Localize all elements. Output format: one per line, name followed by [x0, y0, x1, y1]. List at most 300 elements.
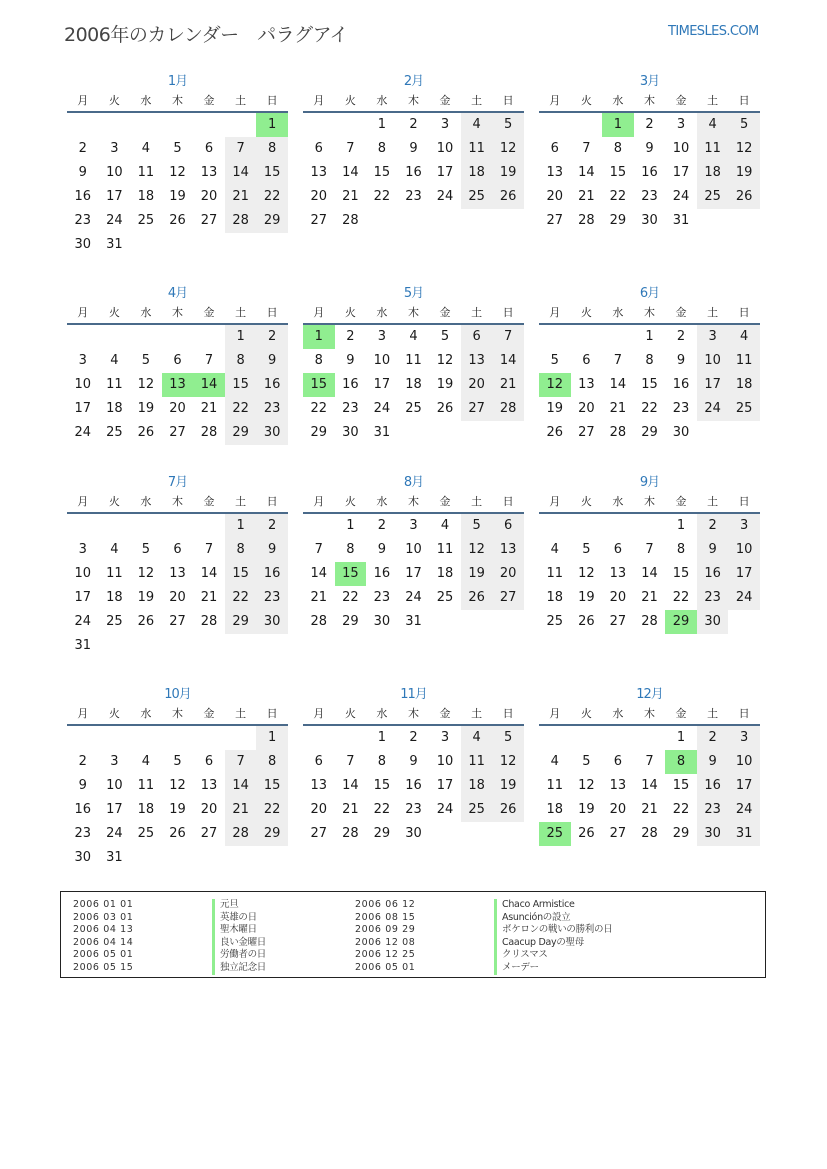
month-name: 3月	[639, 74, 660, 89]
holiday-name: ボケロンの戦いの勝利の日	[494, 924, 612, 937]
day-cell: 6	[314, 754, 323, 769]
day-cell: 12	[169, 778, 186, 793]
empty-cell	[99, 726, 131, 750]
day-cell: 10	[373, 353, 391, 368]
day-cell: 2	[346, 329, 355, 344]
weekday-label: 木	[407, 306, 419, 319]
empty-cell	[602, 726, 634, 750]
holiday-date: 2006 04 13	[73, 924, 134, 936]
day-cell: 22	[310, 401, 328, 416]
weekday-header	[539, 492, 760, 514]
day-grid	[67, 325, 288, 445]
day-cell: 4	[461, 726, 493, 750]
day-cell: 19	[137, 401, 155, 416]
day-cell: 5	[141, 542, 151, 557]
day-cell: 16	[405, 778, 422, 793]
day-cell: 27	[609, 614, 627, 629]
weekday-label: 火	[344, 306, 356, 319]
day-cell: 23	[672, 401, 690, 416]
day-cell: 1	[377, 730, 387, 745]
month-calendar	[303, 73, 524, 233]
weekday-label: 火	[108, 707, 120, 720]
day-cell: 9	[346, 353, 355, 368]
day-cell: 26	[461, 586, 493, 610]
holiday-name: メーデー	[494, 962, 539, 975]
empty-cell	[162, 514, 194, 538]
weekday-label: 土	[471, 495, 483, 508]
day-cell: 15	[256, 161, 288, 185]
weekday-label: 月	[549, 707, 561, 720]
weekday-label: 金	[203, 495, 215, 508]
day-cell: 10	[405, 542, 422, 557]
day-cell: 2	[409, 117, 418, 132]
day-cell: 28	[641, 614, 658, 629]
day-cell: 7	[346, 754, 355, 769]
holiday-name: 英雄の日	[212, 912, 257, 925]
day-cell: 18	[405, 377, 422, 392]
day-grid	[303, 514, 524, 634]
month-calendar	[67, 73, 288, 257]
empty-cell	[193, 113, 225, 137]
day-cell: 24	[697, 397, 729, 421]
day-cell: 5	[550, 353, 559, 368]
day-cell: 20	[609, 802, 627, 817]
day-cell: 1	[645, 329, 654, 344]
day-cell: 7	[645, 542, 654, 557]
day-cell: 25	[436, 590, 454, 605]
day-cell: 6	[492, 514, 524, 538]
day-cell: 23	[74, 213, 92, 228]
day-cell: 1	[225, 325, 257, 349]
day-cell: 7	[346, 141, 355, 156]
weekday-label: 日	[502, 707, 514, 720]
weekday-label: 月	[77, 495, 89, 508]
holiday-name: 独立記念日	[212, 962, 266, 975]
weekday-label: 月	[549, 495, 561, 508]
holiday-name: 良い金曜日	[212, 937, 266, 950]
day-cell: 15	[672, 778, 690, 793]
empty-cell	[602, 325, 634, 349]
weekday-label: 水	[140, 306, 152, 319]
day-cell: 1	[225, 514, 257, 538]
day-cell: 17	[672, 165, 690, 180]
day-cell: 25	[405, 401, 422, 416]
day-cell: 24	[728, 586, 760, 610]
day-cell: 5	[461, 514, 493, 538]
day-cell: 16	[672, 377, 690, 392]
month-name: 9月	[639, 475, 660, 490]
day-cell: 23	[74, 826, 92, 841]
weekday-label: 月	[549, 306, 561, 319]
day-cell: 22	[225, 586, 257, 610]
day-cell: 27	[578, 425, 595, 440]
day-cell: 3	[697, 325, 729, 349]
day-cell: 7	[225, 750, 257, 774]
day-cell: 20	[492, 562, 524, 586]
weekday-label: 土	[471, 94, 483, 107]
holiday-day: 1	[602, 113, 634, 137]
day-cell: 9	[409, 141, 418, 156]
day-cell: 15	[256, 774, 288, 798]
weekday-header	[539, 704, 760, 726]
day-cell: 18	[461, 161, 493, 185]
day-cell: 26	[546, 425, 564, 440]
day-cell: 13	[609, 778, 627, 793]
day-cell: 11	[461, 750, 493, 774]
holiday-day: 15	[303, 373, 335, 397]
holiday-name: 労働者の日	[212, 949, 266, 962]
holiday-day: 15	[335, 562, 367, 586]
day-cell: 13	[169, 566, 186, 581]
day-cell: 18	[436, 566, 454, 581]
day-cell: 1	[377, 117, 387, 132]
day-cell: 16	[74, 802, 92, 817]
holiday-day: 1	[256, 113, 288, 137]
weekday-label: 金	[675, 707, 687, 720]
day-cell: 30	[672, 425, 690, 440]
day-cell: 4	[110, 353, 119, 368]
day-cell: 31	[74, 638, 92, 653]
day-cell: 18	[106, 401, 123, 416]
day-cell: 1	[676, 518, 686, 533]
day-cell: 2	[256, 514, 288, 538]
day-cell: 23	[641, 189, 658, 204]
day-cell: 8	[377, 754, 387, 769]
day-cell: 15	[225, 562, 257, 586]
day-cell: 13	[609, 566, 627, 581]
month-name: 7月	[167, 475, 188, 490]
weekday-label: 金	[439, 306, 451, 319]
day-cell: 21	[225, 185, 257, 209]
weekday-label: 火	[344, 94, 356, 107]
month-calendar	[539, 285, 760, 445]
day-cell: 3	[409, 518, 418, 533]
day-cell: 30	[342, 425, 359, 440]
day-cell: 31	[728, 822, 760, 846]
day-cell: 4	[461, 113, 493, 137]
day-cell: 29	[641, 425, 658, 440]
day-cell: 12	[137, 377, 155, 392]
day-cell: 16	[74, 189, 92, 204]
day-cell: 4	[141, 141, 151, 156]
day-cell: 18	[106, 590, 123, 605]
day-cell: 28	[225, 209, 257, 233]
holiday-list	[60, 891, 766, 978]
day-cell: 8	[256, 750, 288, 774]
day-cell: 9	[645, 141, 654, 156]
page-title: 2006年のカレンダー パラグアイ	[64, 24, 348, 46]
day-cell: 21	[200, 590, 218, 605]
day-cell: 30	[405, 826, 422, 841]
weekday-label: 土	[707, 306, 719, 319]
day-cell: 31	[106, 850, 123, 865]
day-cell: 11	[137, 778, 155, 793]
day-cell: 23	[405, 189, 422, 204]
day-cell: 11	[728, 349, 760, 373]
day-cell: 2	[256, 325, 288, 349]
day-cell: 26	[169, 826, 186, 841]
day-cell: 4	[697, 113, 729, 137]
day-cell: 14	[342, 778, 359, 793]
weekday-label: 月	[77, 707, 89, 720]
day-cell: 19	[546, 401, 564, 416]
day-cell: 25	[137, 213, 155, 228]
day-cell: 10	[672, 141, 690, 156]
day-cell: 3	[377, 329, 387, 344]
day-cell: 31	[106, 237, 123, 252]
weekday-label: 火	[580, 707, 592, 720]
day-cell: 14	[641, 778, 658, 793]
day-cell: 24	[728, 798, 760, 822]
empty-cell	[99, 325, 131, 349]
day-cell: 10	[728, 538, 760, 562]
holiday-date: 2006 12 08	[355, 936, 416, 948]
weekday-label: 金	[439, 495, 451, 508]
holiday-name: 聖木曜日	[212, 924, 257, 937]
weekday-label: 日	[502, 306, 514, 319]
day-cell: 7	[645, 754, 654, 769]
day-cell: 22	[256, 798, 288, 822]
day-grid	[67, 726, 288, 870]
weekday-label: 金	[203, 707, 215, 720]
day-cell: 6	[204, 141, 214, 156]
day-cell: 8	[676, 542, 686, 557]
site-link[interactable]: TIMESLES.COM	[668, 24, 759, 39]
weekday-label: 火	[108, 495, 120, 508]
day-cell: 16	[641, 165, 658, 180]
day-cell: 31	[672, 213, 690, 228]
day-cell: 27	[200, 213, 218, 228]
holiday-day: 29	[665, 610, 697, 634]
day-cell: 16	[256, 562, 288, 586]
day-cell: 22	[373, 189, 391, 204]
empty-cell	[634, 726, 666, 750]
day-cell: 14	[225, 161, 257, 185]
empty-cell	[571, 113, 603, 137]
weekday-label: 月	[549, 94, 561, 107]
day-cell: 16	[405, 165, 422, 180]
empty-cell	[162, 325, 194, 349]
day-cell: 22	[256, 185, 288, 209]
day-cell: 21	[578, 189, 595, 204]
day-cell: 10	[436, 141, 454, 156]
holiday-name: Caacup Dayの聖母	[494, 937, 584, 950]
holiday-name: クリスマス	[494, 949, 548, 962]
day-cell: 29	[225, 421, 257, 445]
day-cell: 30	[641, 213, 658, 228]
holiday-date: 2006 09 29	[355, 924, 416, 936]
day-cell: 5	[492, 113, 524, 137]
month-name: 6月	[639, 286, 660, 301]
day-cell: 13	[578, 377, 595, 392]
month-calendar	[67, 474, 288, 658]
holiday-date: 2006 12 25	[355, 949, 416, 961]
day-cell: 15	[373, 778, 391, 793]
weekday-label: 金	[675, 94, 687, 107]
month-calendar	[539, 73, 760, 233]
day-cell: 24	[672, 189, 690, 204]
day-cell: 12	[578, 778, 595, 793]
day-cell: 11	[697, 137, 729, 161]
holiday-name: Asunciónの設立	[494, 912, 570, 925]
month-name: 12月	[636, 687, 663, 702]
empty-cell	[162, 726, 194, 750]
day-cell: 30	[373, 614, 391, 629]
day-cell: 27	[461, 397, 493, 421]
day-cell: 18	[137, 802, 155, 817]
day-cell: 17	[74, 590, 92, 605]
weekday-label: 火	[580, 495, 592, 508]
day-cell: 11	[137, 165, 155, 180]
day-cell: 6	[314, 141, 323, 156]
day-cell: 16	[373, 566, 391, 581]
day-cell: 12	[137, 566, 155, 581]
day-cell: 17	[728, 774, 760, 798]
day-cell: 17	[436, 165, 454, 180]
day-cell: 9	[256, 538, 288, 562]
day-cell: 7	[204, 542, 214, 557]
day-cell: 25	[106, 614, 123, 629]
weekday-label: 金	[203, 94, 215, 107]
day-cell: 19	[169, 802, 186, 817]
day-cell: 17	[106, 189, 123, 204]
day-cell: 3	[440, 117, 450, 132]
weekday-header	[303, 91, 524, 113]
day-cell: 6	[613, 754, 623, 769]
day-cell: 20	[200, 802, 218, 817]
weekday-label: 木	[407, 707, 419, 720]
weekday-label: 木	[171, 707, 183, 720]
month-name: 11月	[400, 687, 427, 702]
empty-cell	[634, 514, 666, 538]
empty-cell	[130, 726, 162, 750]
day-cell: 3	[78, 542, 87, 557]
month-calendar	[67, 285, 288, 445]
day-cell: 6	[550, 141, 559, 156]
empty-cell	[130, 514, 162, 538]
day-cell: 23	[256, 397, 288, 421]
day-cell: 8	[314, 353, 323, 368]
day-cell: 5	[173, 754, 182, 769]
empty-cell	[67, 726, 99, 750]
day-cell: 21	[641, 802, 658, 817]
day-cell: 17	[373, 377, 391, 392]
day-cell: 20	[609, 590, 627, 605]
weekday-label: 水	[376, 94, 388, 107]
day-cell: 13	[461, 349, 493, 373]
day-cell: 14	[200, 566, 218, 581]
day-cell: 19	[169, 189, 186, 204]
weekday-label: 水	[612, 495, 624, 508]
day-cell: 11	[106, 566, 123, 581]
day-cell: 30	[256, 610, 288, 634]
day-cell: 6	[461, 325, 493, 349]
day-cell: 13	[200, 165, 218, 180]
day-cell: 16	[697, 774, 729, 798]
day-cell: 26	[578, 614, 595, 629]
day-cell: 13	[310, 165, 328, 180]
holiday-date: 2006 05 15	[73, 961, 134, 973]
day-grid	[539, 113, 760, 233]
day-cell: 22	[225, 397, 257, 421]
day-cell: 9	[78, 778, 87, 793]
day-cell: 6	[204, 754, 214, 769]
day-cell: 6	[173, 353, 182, 368]
holiday-date: 2006 01 01	[73, 899, 134, 910]
day-cell: 9	[78, 165, 87, 180]
day-cell: 22	[672, 802, 690, 817]
day-cell: 18	[546, 802, 564, 817]
day-cell: 28	[578, 213, 595, 228]
day-cell: 17	[74, 401, 92, 416]
weekday-label: 水	[612, 707, 624, 720]
day-cell: 24	[106, 213, 123, 228]
holiday-name: 元旦	[212, 899, 238, 912]
empty-cell	[303, 113, 335, 137]
day-cell: 10	[74, 377, 92, 392]
day-cell: 22	[641, 401, 658, 416]
weekday-label: 火	[580, 306, 592, 319]
day-cell: 26	[137, 425, 155, 440]
day-cell: 8	[225, 538, 257, 562]
day-cell: 9	[697, 538, 729, 562]
empty-cell	[193, 726, 225, 750]
day-cell: 18	[697, 161, 729, 185]
holiday-name: Chaco Armistice	[494, 899, 575, 912]
day-cell: 24	[436, 802, 454, 817]
day-cell: 27	[310, 213, 328, 228]
weekday-label: 日	[738, 707, 750, 720]
day-cell: 13	[546, 165, 564, 180]
day-cell: 2	[78, 754, 87, 769]
day-cell: 3	[78, 353, 87, 368]
day-cell: 3	[728, 726, 760, 750]
month-name: 8月	[403, 475, 424, 490]
day-cell: 25	[697, 185, 729, 209]
day-cell: 2	[697, 726, 729, 750]
day-cell: 30	[697, 610, 729, 634]
weekday-label: 金	[675, 495, 687, 508]
day-cell: 10	[436, 754, 454, 769]
weekday-label: 火	[344, 495, 356, 508]
day-cell: 6	[173, 542, 182, 557]
empty-cell	[571, 726, 603, 750]
day-cell: 2	[78, 141, 87, 156]
day-cell: 9	[697, 750, 729, 774]
empty-cell	[130, 113, 162, 137]
day-cell: 11	[461, 137, 493, 161]
weekday-header	[67, 704, 288, 726]
day-cell: 20	[310, 189, 328, 204]
day-cell: 2	[645, 117, 654, 132]
empty-cell	[571, 325, 603, 349]
holiday-date: 2006 03 01	[73, 911, 134, 923]
weekday-label: 金	[439, 94, 451, 107]
day-cell: 13	[492, 538, 524, 562]
day-cell: 14	[492, 349, 524, 373]
day-cell: 3	[110, 754, 119, 769]
day-cell: 29	[256, 822, 288, 846]
day-cell: 23	[373, 590, 391, 605]
day-grid	[303, 113, 524, 233]
day-cell: 5	[173, 141, 182, 156]
day-cell: 3	[676, 117, 686, 132]
weekday-label: 水	[612, 94, 624, 107]
empty-cell	[539, 325, 571, 349]
day-cell: 9	[256, 349, 288, 373]
day-cell: 27	[200, 826, 218, 841]
day-cell: 4	[728, 325, 760, 349]
